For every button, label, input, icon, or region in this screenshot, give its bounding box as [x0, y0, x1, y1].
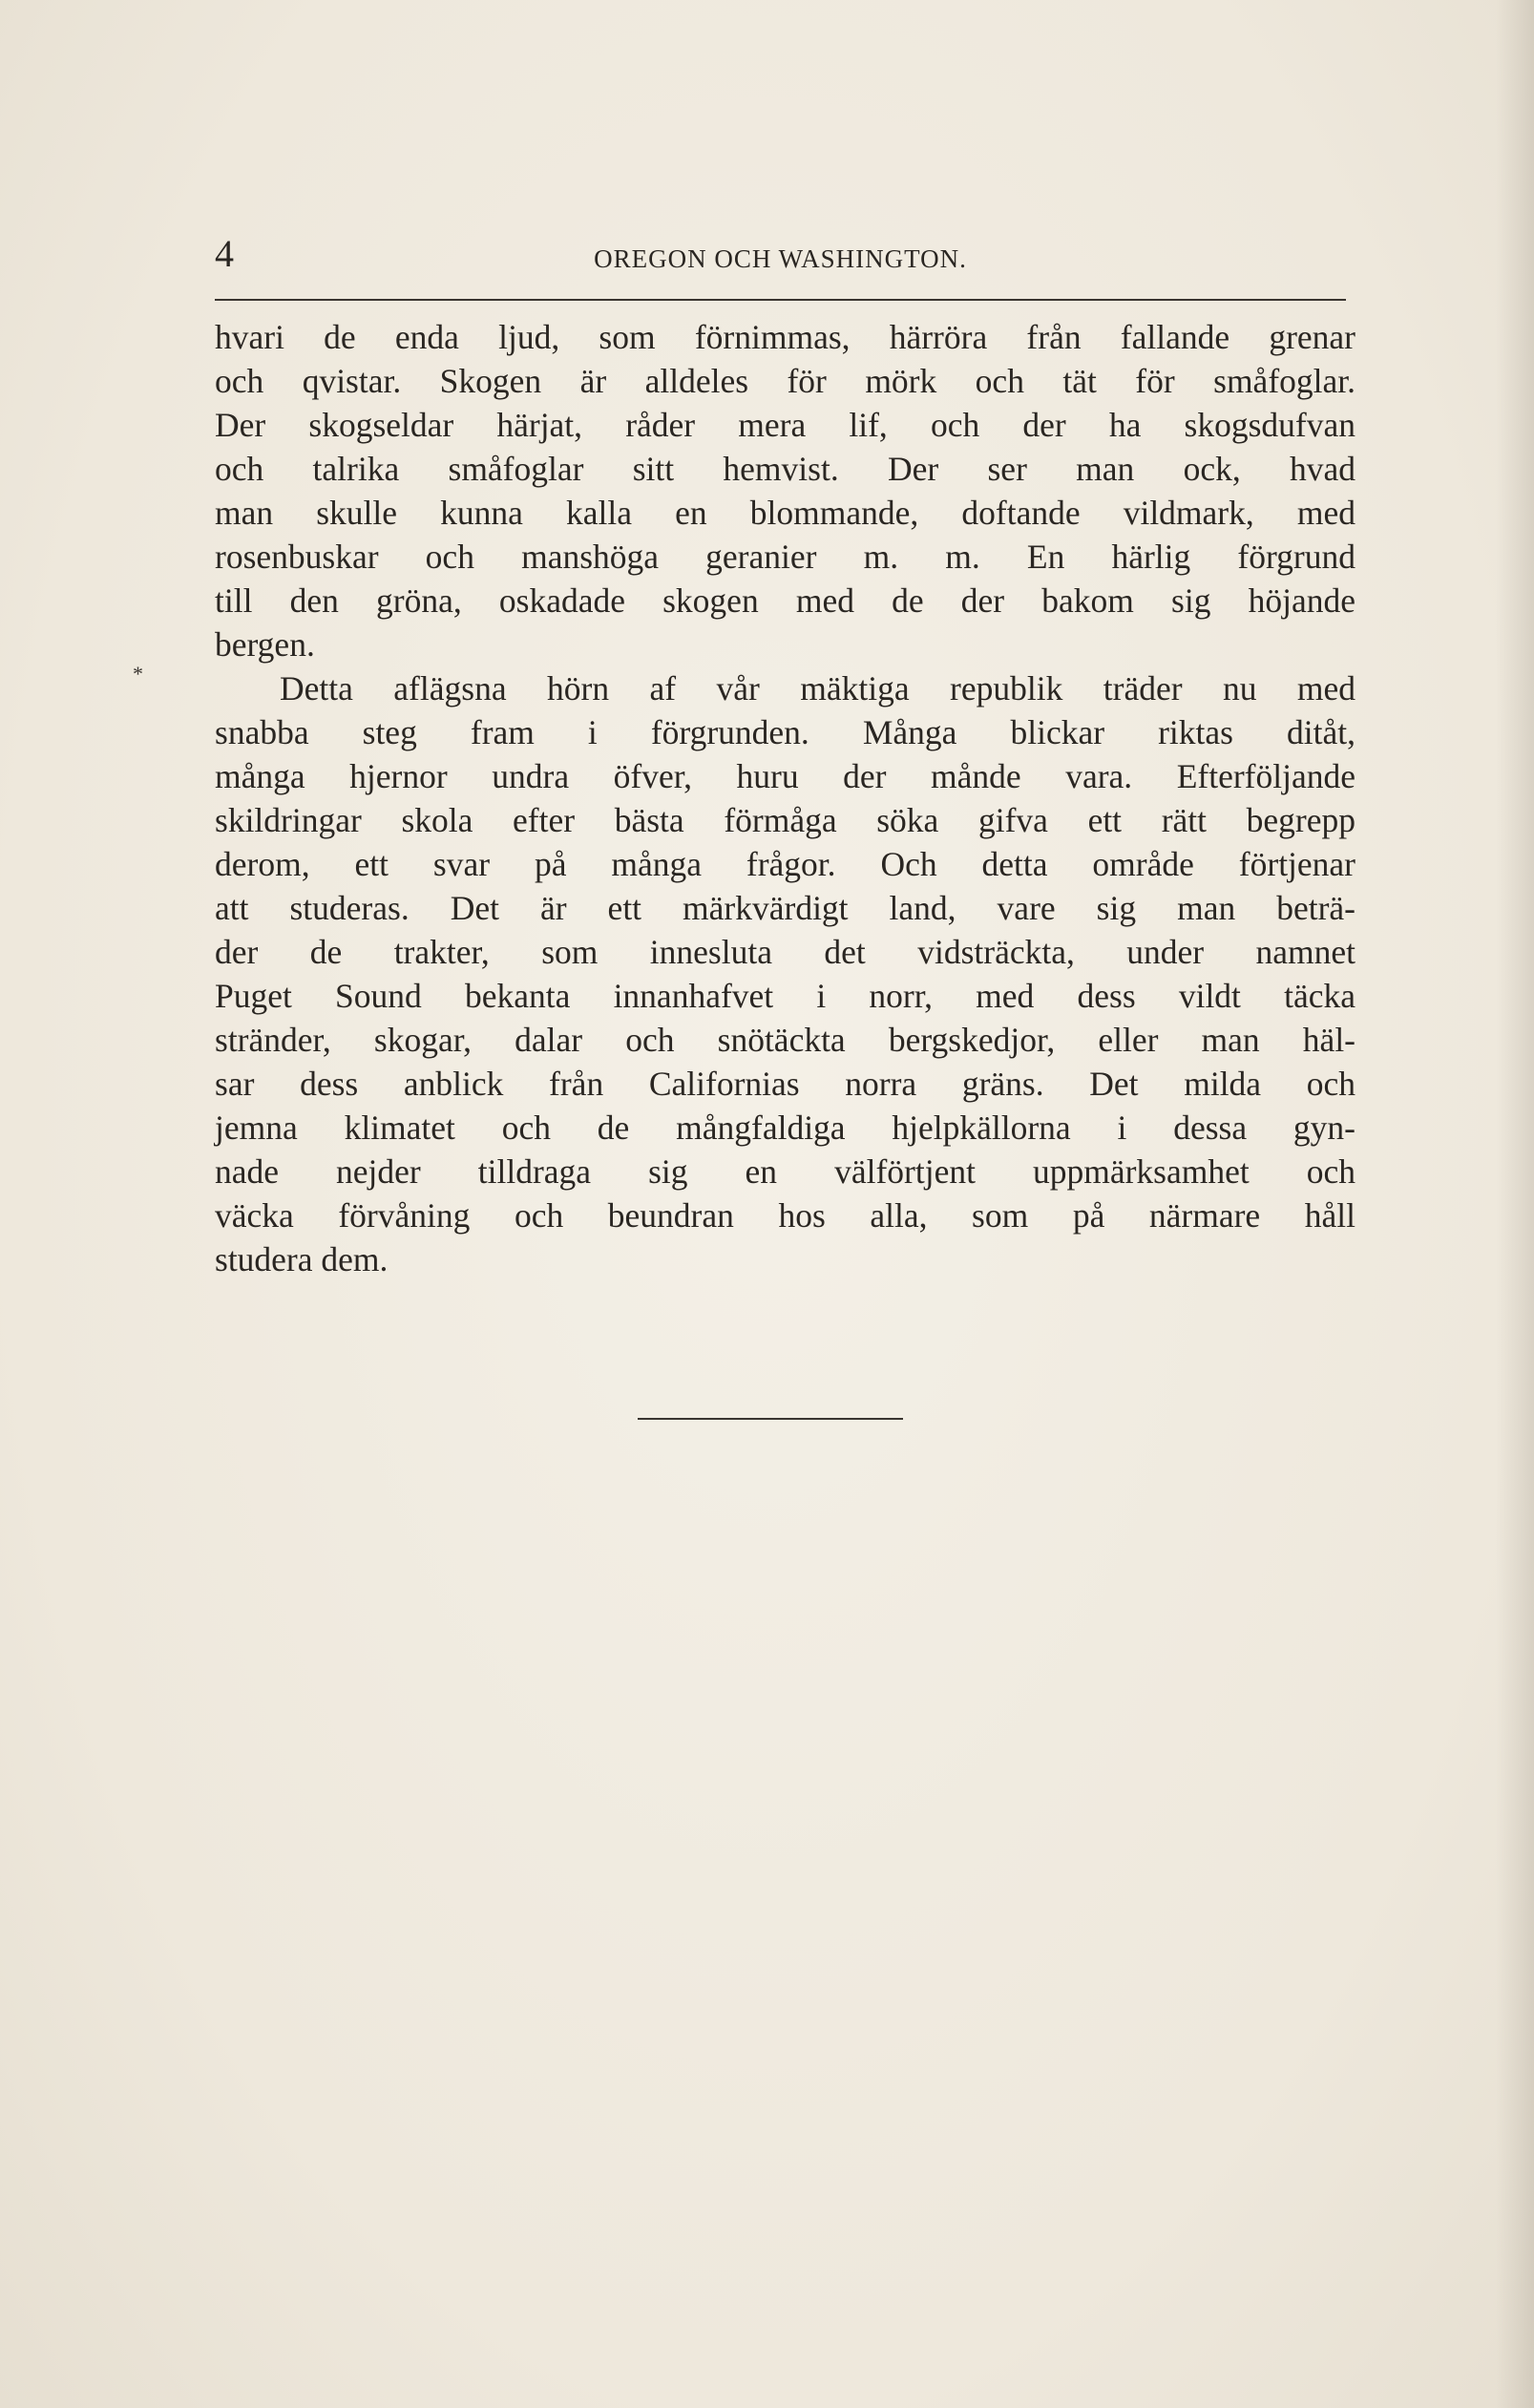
text-line: jemna klimatet och de mångfaldiga hjelpkällorna i dessa gyn-	[215, 1109, 1355, 1147]
text-line: man skulle kunna kalla en blommande, doftande vildmark, med	[215, 494, 1355, 532]
text-line: till den gröna, oskadade skogen med de der bakom sig höjande	[215, 581, 1355, 620]
page-edge-shadow	[1496, 0, 1534, 2408]
paragraph-end-line: studera dem.	[215, 1240, 389, 1278]
margin-mark: *	[133, 662, 143, 686]
text-line: att studeras. Det är ett märkvärdigt land, vare sig man beträ-	[215, 889, 1355, 927]
text-line: der de trakter, som innesluta det vidsträckta, under namnet	[215, 933, 1355, 971]
text-line: många hjernor undra öfver, huru der månde vara. Efterföljande	[215, 757, 1355, 795]
text-line: hvari de enda ljud, som förnimmas, härröra från fallande grenar	[215, 318, 1355, 356]
text-line: skildringar skola efter bästa förmåga söka gifva ett rätt begrepp	[215, 801, 1355, 839]
paragraph-start-line: Detta aflägsna hörn af vår mäktiga republik träder nu med	[280, 669, 1355, 708]
text-line: och talrika småfoglar sitt hemvist. Der ser man ock, hvad	[215, 450, 1355, 488]
header-rule	[215, 299, 1346, 301]
text-line: väcka förvåning och beundran hos alla, som på närmare håll	[215, 1196, 1355, 1235]
text-line: stränder, skogar, dalar och snötäckta bergskedjor, eller man häl-	[215, 1021, 1355, 1059]
page-header	[215, 232, 1346, 279]
text-line: Der skogseldar härjat, råder mera lif, och der ha skogsdufvan	[215, 406, 1355, 444]
text-line: Puget Sound bekanta innanhafvet i norr, med dess vildt täcka	[215, 977, 1355, 1015]
section-end-rule	[638, 1418, 903, 1420]
text-line: derom, ett svar på många frågor. Och detta område förtjenar	[215, 845, 1355, 883]
text-line: sar dess anblick från Californias norra gräns. Det milda och	[215, 1065, 1355, 1103]
text-line: nade nejder tilldraga sig en välförtjent uppmärksamhet och	[215, 1152, 1355, 1191]
body-text	[215, 315, 1355, 1281]
text-line: och qvistar. Skogen är alldeles för mörk och tät för småfoglar.	[215, 362, 1355, 400]
page-number: 4	[215, 232, 234, 275]
text-line: rosenbuskar och manshöga geranier m. m. En härlig förgrund	[215, 538, 1355, 576]
running-title: OREGON OCH WASHINGTON.	[594, 244, 967, 273]
text-line: snabba steg fram i förgrunden. Många blickar riktas ditåt,	[215, 713, 1355, 751]
paragraph-end-line: bergen.	[215, 625, 315, 664]
